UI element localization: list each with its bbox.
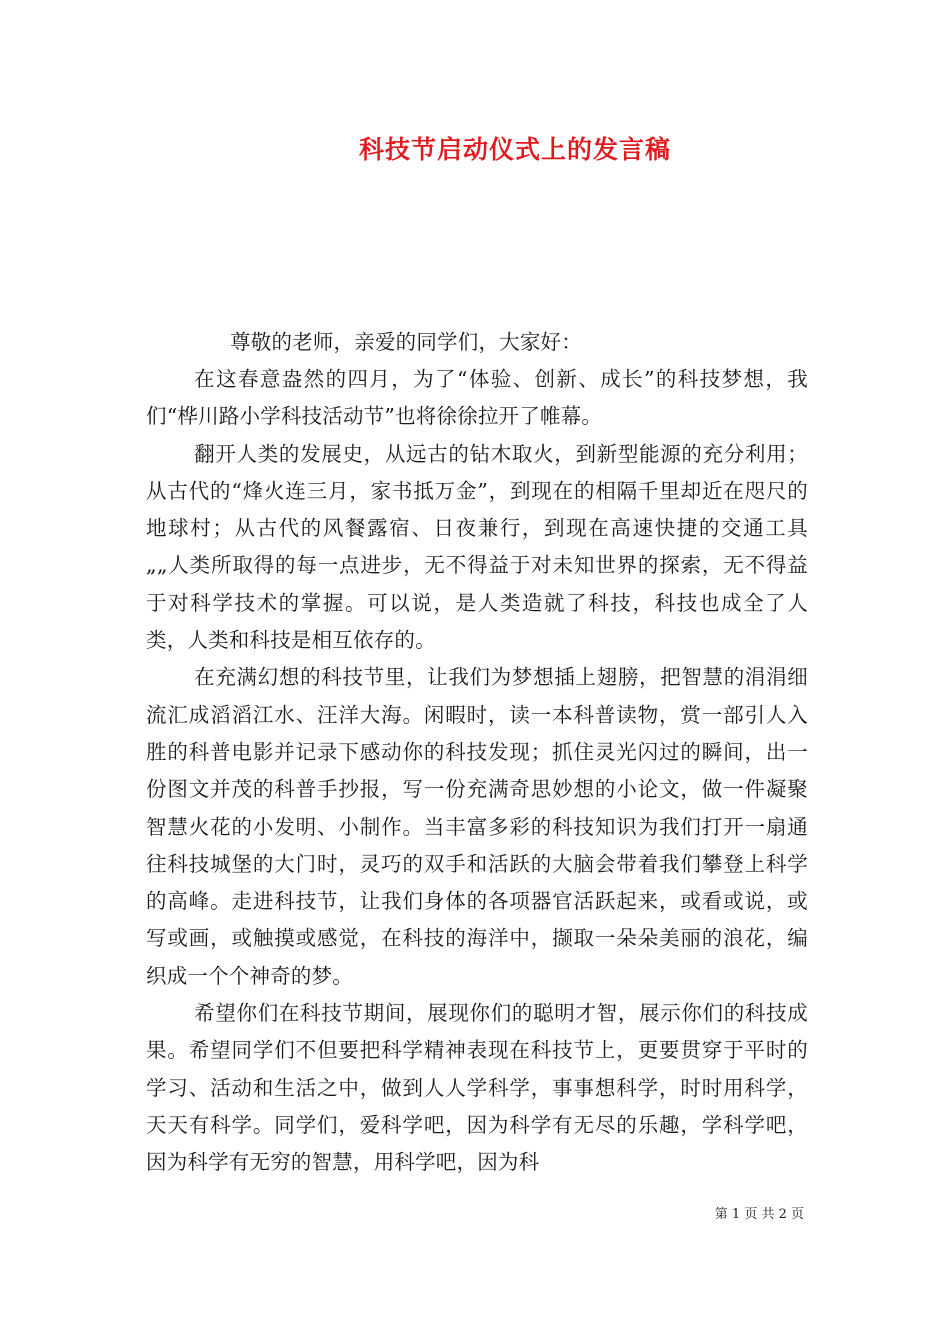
- paragraph-2: 翻开人类的发展史，从远古的钻木取火，到新型能源的充分利用；从古代的“烽火连三月，家书抵万金”，到现在的相隔千里却近在咫尺的地球村；从古代的风餐露宿、日夜兼行，到现在高速快捷的交通工具„„人类所取得的每一点进步，无不得益于对未知世界的探索，无不得益于对科学技术的掌握。可以说，是人类造就了科技，科技也成全了人类，人类和科技是相互依存的。: [146, 441, 808, 653]
- document-title: 科技节启动仪式上的发言稿: [358, 135, 671, 164]
- greeting-line: 尊敬的老师，亲爱的同学们，大家好：: [230, 330, 582, 354]
- paragraph-3: 在充满幻想的科技节里，让我们为梦想插上翅膀，把智慧的涓涓细流汇成滔滔江水、汪洋大海。闲暇时，读一本科普读物，赏一部引人入胜的科普电影并记录下感动你的科技发现；抓住灵光闪过的瞬间，出一份图文并茂的科普手抄报，写一份充满奇思妙想的小论文，做一件凝聚智慧火花的小发明、小制作。当丰富多彩的科技知识为我们打开一扇通往科技城堡的大门时，灵巧的双手和活跃的大脑会带着我们攀登上科学的高峰。走进科技节，让我们身体的各项器官活跃起来，或看或说，或写或画，或触摸或感觉，在科技的海洋中，撷取一朵朵美丽的浪花，编织成一个个神奇的梦。: [146, 665, 808, 988]
- paragraph-1: 在这春意盎然的四月，为了“体验、创新、成长”的科技梦想，我们“桦川路小学科技活动节”也将徐徐拉开了帷幕。: [146, 367, 808, 429]
- paragraph-4: 希望你们在科技节期间，展现你们的聪明才智，展示你们的科技成果。希望同学们不但要把科学精神表现在科技节上，更要贯穿于平时的学习、活动和生活之中，做到人人学科学，事事想科学，时时用科学，天天有科学。同学们，爱科学吧，因为科学有无尽的乐趣，学科学吧，因为科学有无穷的智慧，用科学吧，因为科: [146, 1001, 808, 1175]
- page-number-footer: 第 1 页 共 2 页: [714, 1207, 804, 1222]
- document-body: [146, 324, 808, 1182]
